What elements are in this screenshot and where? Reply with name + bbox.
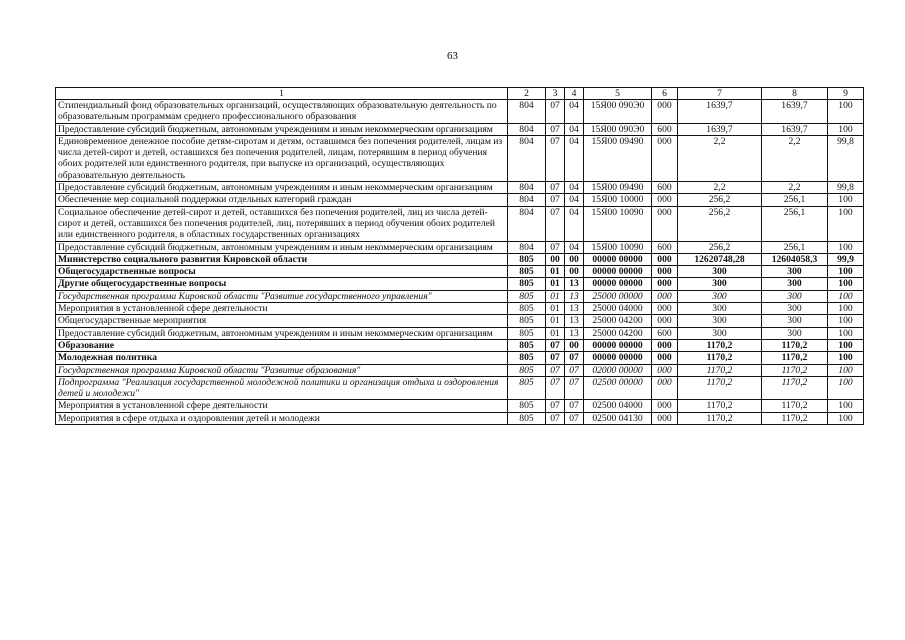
cell-percent: 99,9 (828, 253, 864, 265)
table-row (56, 303, 864, 315)
cell-target-code: 00000 00000 (584, 278, 652, 290)
cell-name: Обеспечение мер социальной поддержки отдельных категорий граждан (56, 194, 508, 206)
cell-subsection: 00 (565, 266, 584, 278)
table-row (56, 266, 864, 278)
cell-name: Предоставление субсидий бюджетным, автономным учреждениям и иным некоммерческим организациям (56, 327, 508, 339)
cell-expense-type: 000 (652, 352, 678, 364)
cell-section: 07 (546, 352, 565, 364)
cell-planned: 1170,2 (678, 364, 762, 376)
table-row (56, 364, 864, 376)
cell-target-code: 15Я00 090Э0 (584, 100, 652, 124)
cell-ministry-code: 805 (508, 400, 546, 412)
cell-name: Молодежная политика (56, 352, 508, 364)
cell-executed: 1170,2 (762, 364, 828, 376)
table-row (56, 278, 864, 290)
cell-subsection: 04 (565, 123, 584, 135)
cell-target-code: 02500 04130 (584, 412, 652, 424)
cell-target-code: 25000 04200 (584, 315, 652, 327)
cell-target-code: 25000 00000 (584, 290, 652, 302)
cell-ministry-code: 805 (508, 266, 546, 278)
header-cell: 7 (678, 88, 762, 100)
cell-name: Другие общегосударственные вопросы (56, 278, 508, 290)
table-row (56, 352, 864, 364)
cell-executed: 300 (762, 266, 828, 278)
cell-subsection: 04 (565, 206, 584, 241)
cell-percent: 100 (828, 290, 864, 302)
cell-subsection: 13 (565, 290, 584, 302)
cell-target-code: 00000 00000 (584, 266, 652, 278)
cell-expense-type: 000 (652, 315, 678, 327)
cell-target-code: 25000 04200 (584, 327, 652, 339)
cell-planned: 300 (678, 303, 762, 315)
cell-executed: 300 (762, 315, 828, 327)
table-row (56, 400, 864, 412)
header-cell: 9 (828, 88, 864, 100)
table-row (56, 135, 864, 181)
cell-planned: 256,2 (678, 206, 762, 241)
cell-percent: 100 (828, 339, 864, 351)
cell-subsection: 13 (565, 278, 584, 290)
cell-name: Государственная программа Кировской области "Развитие государственного управления" (56, 290, 508, 302)
cell-subsection: 07 (565, 352, 584, 364)
cell-expense-type: 600 (652, 182, 678, 194)
cell-percent: 100 (828, 352, 864, 364)
cell-name: Предоставление субсидий бюджетным, автономным учреждениям и иным некоммерческим организациям (56, 241, 508, 253)
cell-target-code: 15Я00 10000 (584, 194, 652, 206)
table-row (56, 123, 864, 135)
cell-section: 07 (546, 339, 565, 351)
cell-name: Социальное обеспечение детей-сирот и детей, оставшихся без попечения родителей, лиц из числа детей-сирот и детей, оставшихся без попечения родителей, лиц, потерявших в период обучения обоих родителей или единственного родителя, в областных государственных организациях (56, 206, 508, 241)
cell-percent: 100 (828, 100, 864, 124)
cell-executed: 1170,2 (762, 352, 828, 364)
cell-ministry-code: 805 (508, 253, 546, 265)
cell-planned: 300 (678, 290, 762, 302)
cell-target-code: 00000 00000 (584, 352, 652, 364)
cell-percent: 100 (828, 194, 864, 206)
cell-expense-type: 000 (652, 303, 678, 315)
cell-subsection: 04 (565, 182, 584, 194)
cell-section: 01 (546, 278, 565, 290)
cell-executed: 1639,7 (762, 123, 828, 135)
cell-expense-type: 000 (652, 412, 678, 424)
cell-section: 01 (546, 327, 565, 339)
cell-ministry-code: 805 (508, 352, 546, 364)
cell-name: Министерство социального развития Кировской области (56, 253, 508, 265)
cell-expense-type: 000 (652, 364, 678, 376)
cell-percent: 100 (828, 400, 864, 412)
cell-ministry-code: 805 (508, 290, 546, 302)
cell-name: Мероприятия в установленной сфере деятельности (56, 400, 508, 412)
cell-executed: 2,2 (762, 182, 828, 194)
cell-executed: 2,2 (762, 135, 828, 181)
cell-subsection: 07 (565, 412, 584, 424)
cell-percent: 100 (828, 123, 864, 135)
cell-target-code: 15Я00 10090 (584, 206, 652, 241)
cell-ministry-code: 804 (508, 123, 546, 135)
cell-section: 07 (546, 412, 565, 424)
table-row (56, 182, 864, 194)
cell-planned: 1639,7 (678, 123, 762, 135)
cell-target-code: 15Я00 10090 (584, 241, 652, 253)
cell-name: Подпрограмма "Реализация государственной молодежной политики и организация отдыха и оздоровления детей и молодежи" (56, 376, 508, 400)
table-row (56, 376, 864, 400)
cell-planned: 1170,2 (678, 352, 762, 364)
cell-target-code: 02500 00000 (584, 376, 652, 400)
cell-percent: 99,8 (828, 135, 864, 181)
table-row (56, 241, 864, 253)
cell-subsection: 04 (565, 135, 584, 181)
cell-executed: 1639,7 (762, 100, 828, 124)
cell-name: Предоставление субсидий бюджетным, автономным учреждениям и иным некоммерческим организациям (56, 182, 508, 194)
cell-ministry-code: 805 (508, 327, 546, 339)
cell-expense-type: 000 (652, 253, 678, 265)
cell-planned: 1170,2 (678, 376, 762, 400)
cell-name: Общегосударственные вопросы (56, 266, 508, 278)
cell-expense-type: 000 (652, 206, 678, 241)
cell-section: 07 (546, 241, 565, 253)
header-cell: 6 (652, 88, 678, 100)
table-row (56, 253, 864, 265)
cell-executed: 300 (762, 278, 828, 290)
table-row (56, 194, 864, 206)
cell-target-code: 00000 00000 (584, 253, 652, 265)
cell-section: 07 (546, 400, 565, 412)
cell-ministry-code: 804 (508, 194, 546, 206)
cell-ministry-code: 804 (508, 100, 546, 124)
cell-percent: 100 (828, 278, 864, 290)
cell-expense-type: 600 (652, 123, 678, 135)
cell-target-code: 15Я00 09490 (584, 182, 652, 194)
cell-expense-type: 000 (652, 339, 678, 351)
cell-name: Мероприятия в сфере отдыха и оздоровления детей и молодежи (56, 412, 508, 424)
cell-ministry-code: 805 (508, 339, 546, 351)
cell-planned: 1170,2 (678, 412, 762, 424)
cell-planned: 1170,2 (678, 400, 762, 412)
cell-target-code: 02500 04000 (584, 400, 652, 412)
cell-planned: 300 (678, 278, 762, 290)
cell-executed: 300 (762, 327, 828, 339)
cell-percent: 100 (828, 315, 864, 327)
cell-percent: 100 (828, 327, 864, 339)
table-row (56, 100, 864, 124)
cell-executed: 256,1 (762, 241, 828, 253)
cell-ministry-code: 805 (508, 315, 546, 327)
cell-percent: 100 (828, 303, 864, 315)
cell-percent: 100 (828, 376, 864, 400)
cell-expense-type: 000 (652, 100, 678, 124)
cell-percent: 100 (828, 206, 864, 241)
table-row (56, 206, 864, 241)
cell-section: 07 (546, 100, 565, 124)
cell-percent: 100 (828, 241, 864, 253)
cell-target-code: 00000 00000 (584, 339, 652, 351)
cell-subsection: 07 (565, 376, 584, 400)
cell-target-code: 25000 04000 (584, 303, 652, 315)
cell-ministry-code: 805 (508, 376, 546, 400)
cell-section: 01 (546, 266, 565, 278)
cell-name: Государственная программа Кировской области "Развитие образования" (56, 364, 508, 376)
cell-section: 01 (546, 315, 565, 327)
cell-percent: 100 (828, 364, 864, 376)
cell-section: 07 (546, 376, 565, 400)
cell-name: Предоставление субсидий бюджетным, автономным учреждениям и иным некоммерческим организациям (56, 123, 508, 135)
cell-subsection: 04 (565, 194, 584, 206)
cell-section: 07 (546, 206, 565, 241)
cell-ministry-code: 805 (508, 278, 546, 290)
header-cell: 4 (565, 88, 584, 100)
cell-subsection: 07 (565, 400, 584, 412)
cell-ministry-code: 804 (508, 241, 546, 253)
cell-ministry-code: 805 (508, 412, 546, 424)
cell-planned: 2,2 (678, 135, 762, 181)
cell-planned: 2,2 (678, 182, 762, 194)
cell-executed: 1170,2 (762, 400, 828, 412)
table-row (56, 327, 864, 339)
cell-name: Общегосударственные мероприятия (56, 315, 508, 327)
table-row (56, 290, 864, 302)
cell-expense-type: 000 (652, 135, 678, 181)
table-row (56, 339, 864, 351)
cell-subsection: 07 (565, 364, 584, 376)
cell-planned: 1170,2 (678, 339, 762, 351)
cell-expense-type: 000 (652, 400, 678, 412)
cell-executed: 300 (762, 303, 828, 315)
cell-subsection: 13 (565, 327, 584, 339)
cell-executed: 1170,2 (762, 339, 828, 351)
table-header-row (56, 88, 864, 100)
cell-expense-type: 000 (652, 266, 678, 278)
cell-target-code: 15Я00 090Э0 (584, 123, 652, 135)
cell-name: Мероприятия в установленной сфере деятельности (56, 303, 508, 315)
cell-subsection: 00 (565, 339, 584, 351)
cell-percent: 100 (828, 412, 864, 424)
header-cell: 3 (546, 88, 565, 100)
cell-planned: 12620748,28 (678, 253, 762, 265)
cell-subsection: 13 (565, 303, 584, 315)
cell-section: 01 (546, 290, 565, 302)
cell-planned: 300 (678, 315, 762, 327)
cell-executed: 300 (762, 290, 828, 302)
cell-section: 00 (546, 253, 565, 265)
cell-ministry-code: 805 (508, 303, 546, 315)
cell-executed: 12604058,3 (762, 253, 828, 265)
cell-expense-type: 000 (652, 290, 678, 302)
cell-ministry-code: 804 (508, 135, 546, 181)
cell-subsection: 00 (565, 253, 584, 265)
cell-planned: 300 (678, 327, 762, 339)
header-cell: 8 (762, 88, 828, 100)
cell-executed: 256,1 (762, 206, 828, 241)
header-cell: 2 (508, 88, 546, 100)
cell-ministry-code: 804 (508, 206, 546, 241)
cell-subsection: 13 (565, 315, 584, 327)
header-cell: 5 (584, 88, 652, 100)
cell-executed: 1170,2 (762, 412, 828, 424)
cell-percent: 99,8 (828, 182, 864, 194)
cell-section: 01 (546, 303, 565, 315)
cell-section: 07 (546, 194, 565, 206)
cell-executed: 1170,2 (762, 376, 828, 400)
cell-section: 07 (546, 364, 565, 376)
cell-expense-type: 600 (652, 327, 678, 339)
cell-planned: 1639,7 (678, 100, 762, 124)
cell-expense-type: 000 (652, 376, 678, 400)
cell-section: 07 (546, 182, 565, 194)
cell-subsection: 04 (565, 241, 584, 253)
cell-ministry-code: 804 (508, 182, 546, 194)
page-number: 63 (447, 50, 458, 62)
cell-name: Единовременное денежное пособие детям-сиротам и детям, оставшимся без попечения родителей, лицам из числа детей-сирот и детей, оставшихся без попечения родителей, лицам, потерявшим в период обучения обоих родителей или единственного родителя, при выпуске из организаций, осуществляющих образовательную деятельность (56, 135, 508, 181)
cell-section: 07 (546, 135, 565, 181)
table-row (56, 412, 864, 424)
cell-executed: 256,1 (762, 194, 828, 206)
cell-name: Стипендиальный фонд образовательных организаций, осуществляющих образовательную деятельность по образовательным программам среднего профессионального образования (56, 100, 508, 124)
cell-planned: 256,2 (678, 194, 762, 206)
cell-planned: 300 (678, 266, 762, 278)
table-row (56, 315, 864, 327)
cell-planned: 256,2 (678, 241, 762, 253)
cell-expense-type: 000 (652, 278, 678, 290)
header-cell: 1 (56, 88, 508, 100)
cell-section: 07 (546, 123, 565, 135)
cell-target-code: 15Я00 09490 (584, 135, 652, 181)
cell-ministry-code: 805 (508, 364, 546, 376)
cell-subsection: 04 (565, 100, 584, 124)
cell-target-code: 02000 00000 (584, 364, 652, 376)
cell-name: Образование (56, 339, 508, 351)
cell-percent: 100 (828, 266, 864, 278)
cell-expense-type: 000 (652, 194, 678, 206)
cell-expense-type: 600 (652, 241, 678, 253)
budget-table (55, 87, 864, 425)
